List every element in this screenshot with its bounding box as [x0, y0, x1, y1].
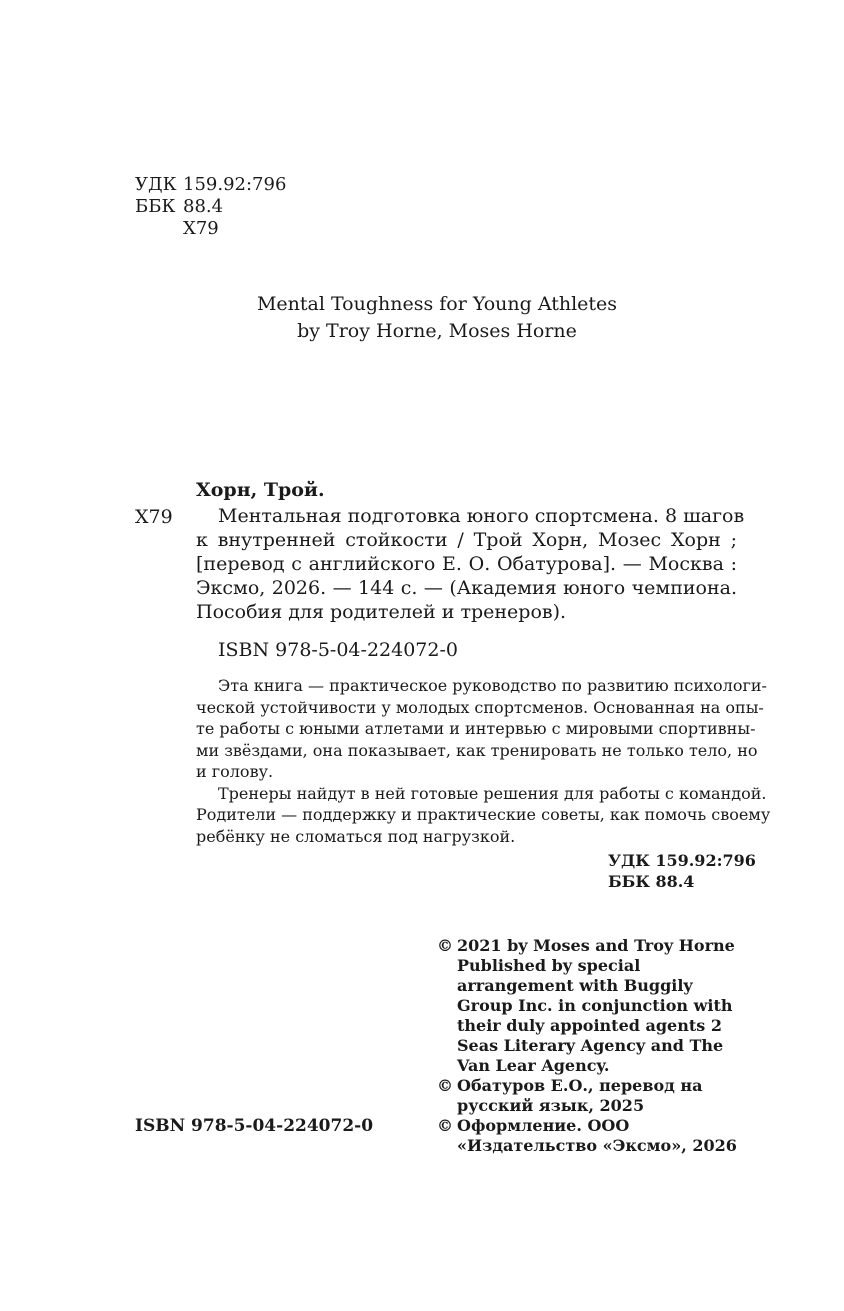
author-code-row: [135, 218, 286, 240]
udk-value: 159.92:796: [183, 174, 287, 195]
copyright-item: [437, 1076, 737, 1116]
annotation-line: и голову.: [196, 762, 274, 781]
classification-right: [608, 850, 756, 892]
bib-line: к внутренней стойкости / Трой Хорн, Мозес Хорн ;: [196, 529, 737, 551]
annotation-line: те работы с юными атлетами и интервью с мировыми спортивны-: [196, 719, 756, 738]
original-authors: by Troy Horne, Moses Horne: [297, 320, 577, 342]
original-title: Mental Toughness for Young Athletes: [256, 293, 618, 315]
copyright-text: Оформление. ООО «Издательство «Эксмо», 2026: [457, 1116, 737, 1155]
copyright-block: [437, 936, 737, 1156]
classification-block: [135, 174, 286, 240]
bbk-row: [135, 196, 286, 218]
copyright-item: [437, 936, 737, 1076]
copyright-icon: ©: [437, 1076, 453, 1095]
original-edition: [200, 291, 674, 345]
annotation-line: Тренеры найдут в ней готовые решения для работы с командой.: [218, 783, 767, 803]
udk-right: УДК 159.92:796: [608, 851, 756, 870]
isbn-top: ISBN 978-5-04-224072-0: [218, 639, 458, 661]
author-code: Х79: [183, 218, 219, 239]
annotation-line: ми звёздами, она показывает, как тренировать не только тело, но: [196, 740, 758, 760]
bib-line: Ментальная подготовка юного спортсмена. 8 шагов: [218, 505, 745, 527]
bibliographic-description: [196, 504, 745, 624]
bbk-label: ББК: [135, 196, 176, 217]
annotation-line: Родители — поддержку и практические советы, как помочь своему: [196, 805, 771, 824]
bib-line: Эксмо, 2026. — 144 с. — (Академия юного чемпиона.: [196, 577, 737, 599]
copyright-icon: ©: [437, 936, 453, 955]
copyright-text: Обатуров Е.О., перевод на русский язык, 2025: [457, 1076, 703, 1115]
bbk-value: 88.4: [183, 196, 224, 217]
copyright-text: 2021 by Moses and Troy Horne Published by special arrangement with Buggily Group Inc. in conjunction with their duly appointed agents 2 Seas Literary Agency and The Van Lear Agency.: [457, 936, 735, 1075]
copyright-icon: ©: [437, 1116, 453, 1135]
udk-row: [135, 174, 286, 196]
annotation-line: Эта книга — практическое руководство по развитию психологи-: [218, 676, 767, 695]
author-heading: Хорн, Трой.: [196, 479, 325, 501]
bbk-right: ББК 88.4: [608, 872, 695, 891]
bib-line: Пособия для родителей и тренеров).: [196, 601, 567, 623]
bibliographic-author-code: Х79: [135, 506, 173, 528]
annotation-line: ребёнку не сломаться под нагрузкой.: [196, 826, 516, 846]
isbn-bottom: ISBN 978-5-04-224072-0: [135, 1116, 374, 1136]
copyright-item: [437, 1116, 737, 1156]
annotation: [196, 675, 771, 847]
udk-label: УДК: [135, 174, 177, 195]
annotation-line: ческой устойчивости у молодых спортсменов. Основанная на опы-: [196, 697, 764, 717]
bib-line: [перевод с английского Е. О. Обатурова]. — Москва :: [196, 553, 737, 575]
